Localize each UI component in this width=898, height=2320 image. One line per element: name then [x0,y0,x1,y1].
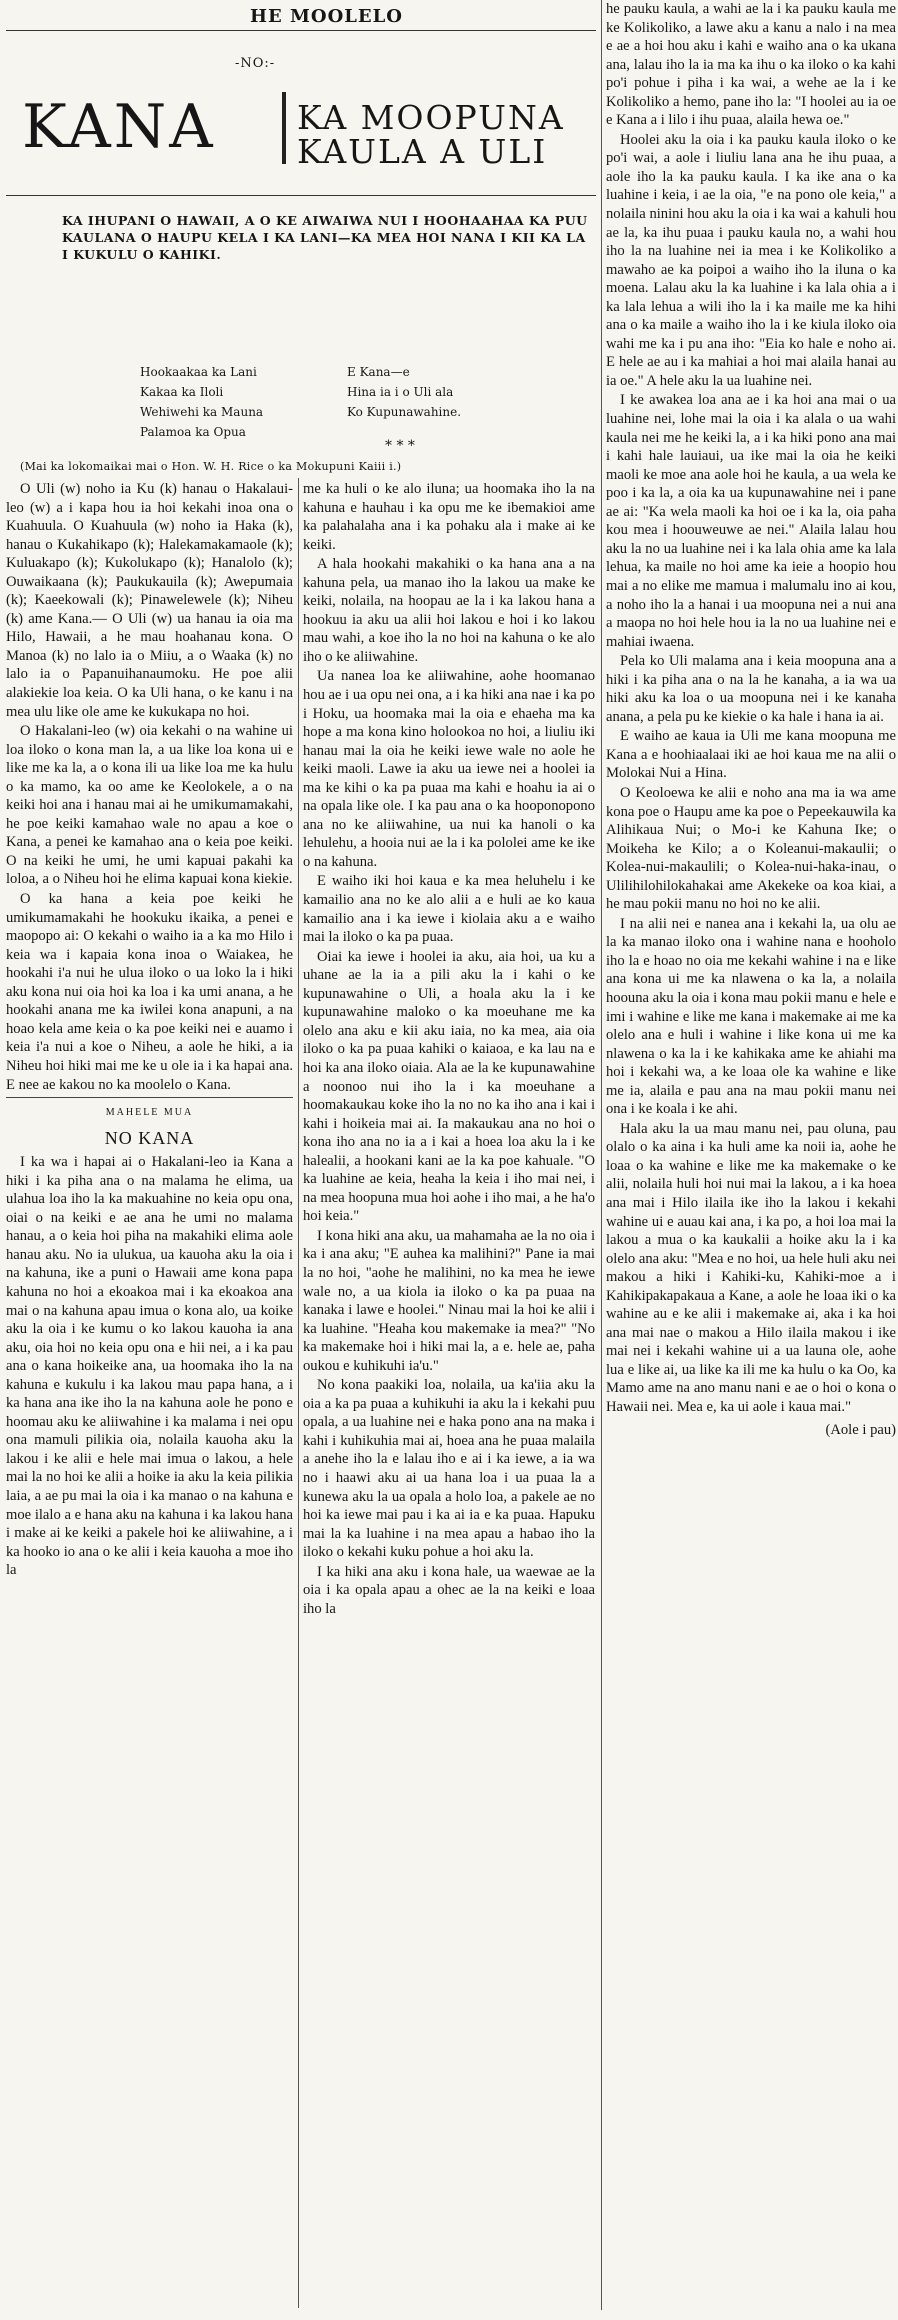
column-left [6,480,293,1581]
chant-right [347,362,461,422]
chant-line: Kakaa ka Iloli [140,385,224,399]
chant-line: Palamoa ka Opua [140,425,246,439]
chant-line: Hookaakaa ka Lani [140,365,257,379]
attribution-note: (Mai ka lokomaikai mai o Hon. W. H. Rice o ka Mokupuni Kaiii i.) [20,460,402,473]
paragraph: Pela ko Uli malama ana i keia moopuna ana a hiki i ka piha ana o na la he kanaha, a ia wa ua hiki aku ka loa o ua moopuna nei i ke kanaha anana, a pela pu ke kiekie o ka hale i hana ia ai. [606,653,896,725]
chant-left [140,362,263,442]
paragraph: O Keoloewa ke alii e noho ana ma ia wa ame kona poe o Haupu ame ka poe o Pepeekauwila ka Alihikaua Nui; o Mo-i ke Kahuna Ike; o Moikeha ke Kilo; a o Koleanui-makaulii; o Kolea-nui-makaulili; o Kolea-nui-haka-inau, o Ulilihilohilokahakai ame Akekeke oa koa kiai, a he mau pokii manu no hoi no ke alii. [606,784,896,913]
chant-line: Hina ia i o Uli ala [347,385,454,399]
paragraph: I ka hiki ana aku i kona hale, ua waewae ae la oia i ka opala apau a ohec ae la na keiki e loaa iho la [303,1563,595,1617]
paragraph: E waiho iki hoi kaua e ka mea heluhelu i ke kamailio ana no ke alo alii a e huli ae ko kaua kamailio ana i ka iewe i kiolaia aku a e waiho mai la iloko o ka pa puaa. [303,873,595,946]
column-middle [303,480,595,1619]
section-rule [6,1097,293,1098]
paragraph: E waiho ae kaua ia Uli me kana moopuna me Kana a e hoohiaalaai iki ae hoi kaua me na alii o Molokai Nui a Hina. [606,728,896,782]
paragraph: me ka huli o ke alo iluna; ua hoomaka iho la na kahuna e hauhau i ka opu me ke ibemakioi ame ka palahalaha ana i ka pohaku ala i make ai ke keiki. [303,481,595,553]
story-subtitle-line1: KA MOOPUNA [297,98,565,137]
chant-line: Wehiwehi ka Mauna [140,405,264,419]
paragraph: Oiai ka iewe i hoolei ia aku, aia hoi, ua ku a uhane ae la ia a pili aku la i kahi o ke kupunawahine o Uli, a hoala aku la i ke kupunawahine maloko o ka moeuhane me ka olelo ana aku e kii aku iaia, no ka mea, aia oia iloko o ka pa puaa kahiki o kaiaoa, e ka lau na e hoi ka ana iloko oiaia. Ala ae la ke kupunawahine a noonoo nui iho la i ka moeuhane a hoomakaukau koke iho la no no ka iho ana i kai i kahi i hoikeia mai ai. Ia makaukau ana no hoi o kona iho ana no ia a i kai a hoea loa aku la i ke halealii, a hookani kani ae la ka poe kahuale. "O ka luahine ae keia, heaha la keia i iho mai nei, i na mea hoopuna mua hoi aohe i iho mai, a he ha'o hoi keia." [303,948,595,1225]
paragraph: I ka wa i hapai ai o Hakalani-leo ia Kana a hiki i ka piha ana o na malama he elima, ua ulahua loa iho la ka makuahine no keia opu ona, oiai o na keiki e ae ana he umi no malama hanau, a o keia hoi piha na makahiki elima aole hanau aku. No ia ulukua, ua kauoha aku la oia i na kahuna, ike a puni o Hawaii ame kona papa kahuna no hoi a ekoakoa mai i ka ekoakoa ana mai o na kahuna apau imua o kona alo, ua koike aku la oia i ke kumu o ko lakou kauoha ia ana aku, oia hoi no keia opu ona e hii nei, a i ka pau ana o kana hoikeike ana, ua hoomaka iho la na kahuna e kukulu i ka lakou mau papa hana, a i ka hana ana ike iho la na kahuna aole he pono e hoomau aku ke aliiwahine i ka malama i nei opu ona mamuli pilikia oia, nolaila kauoha aku la lakou i ke alii e hele mai imua o lakou, a hele mai la no hoi ke alii a hoike ia aku la keia pilikia laia, a ae pu mai la oia i ka manao o na kahuna e moe ilalo a e hana aku na kahuna i ka lakou hana i make ai ke keiki a pakele hoi ke aliiwahine, a i ka hooko io ana o ke alii i keia kauoha a moe iho la [6,1154,293,1579]
column-right [606,0,896,1439]
paragraph: Hala aku la ua mau manu nei, pau oluna, pau olalo o ka aina i ka huli ame ka noii ia, aohe he loaa o ka wahine e like me ka makemake o ke alii, nolaila huli hoi nui mai la lakou, a i ka hoea ana mai i Hilo ilaila ike iho la lakou i kekahi wahine ui e auau kai ana, i ka po, a hoi loa mai la lakou a mua o ka kaukalii a hoike aku la i ka olelo ana aku: "Mea e no hoi, ua hele huli aku nei makou a hiki i Kahiki-ku, Kahiki-moe a i Kahikipakapakaua a Kane, a aole he loaa iki o ka wahine au e ke alii i makemake ai, aka i ka hoi ana mai nae o makou a Hilo ilaila makou i ike mai nei i kekahi wahine ui a ua launa ole, aohe lua e like ai, ua like ka ili me ka hulu o ka Oo, ka Mamo ame na ano manu nani e ae o hoi o kona o Hawaii nei. Mea e, ka ui aole i kaua mai." [606,1120,896,1416]
paragraph: he pauku kaula, a wahi ae la i ka pauku kaula me ke Kolikoliko, a lawe aku a kanu a nalo i na mea e ae a hoi hou aku i kahi e waiho ana o ka ukana ana, lalau iho la ia ma ka ihu o ka iloko o ka kahi po'i pohue i piha i ka wai, a wehe ae la i ke Kolikoliko a hemo, pane iho la: "I hoolei au ia oe e Kana a i lilo i ihu puaa, alaila hewa oe." [606,1,896,129]
paragraph: I kona hiki ana aku, ua mahamaha ae la no oia i ka i ana aku; "E auhea ka malihini?" Pane ia mai la no hoi, "aohe he malihini, no ka mea he iewe wale no, a ua kiola ia iloko o ka pa puaa na kanaka i lawe e hoolei." Ninau mai la hoi ke alii i ka luahine. "Heaha kou makemake ia mea?" "No ka makemake hoi i hiki mai la, a e. hele ae, paha oukou e kuhikuhi ia'u." [303,1227,595,1374]
paragraph: A hala hookahi makahiki o ka hana ana a na kahuna pela, ua manao iho la lakou ua make ke keiki, nolaila, na hoopau ae la i ka lakou hana a hookuu ia aku ua alii hoi lakou e hoi i ko lakou mau wahi, a koe iho la no hoi na kahuna o ke alo iho o ke aliiwahine. [303,556,595,665]
series-title: HE MOOLELO [250,6,403,27]
column-rule [298,478,299,2308]
title-divider [282,92,286,164]
header-rule-top [6,30,596,31]
story-subtitle-line2: KAULA A ULI [297,132,548,171]
asterism: * * * [385,438,415,454]
header-rule-bottom [6,195,596,196]
paragraph: O Hakalani-leo (w) oia kekahi o na wahine ui loa iloko o kona man la, a ua like loa kona ui e like me ka la, a o kona ili ua like loa me ka hulu o ka mamo, ka oo ame ke Keolokele, a o na keiki hoi ana i hanau mai ai he umikumamakahi, he poe keiki kamahao wale no apau a koe o Kana, a penei ke kamahao ana o keia poe keiki. O na keiki he umi, he umi kapuai pakahi ka loloa, a o Niheu hoi he elima kapuai kona kiekie. [6,723,293,888]
continued-note: (Aole i pau) [825,1421,896,1438]
paragraph: I na alii nei e nanea ana i kekahi la, ua olu ae la ka manao iloko ona i wahine nana e hooholo iho la e hoao no oia me kekahi wahine i na e like ana kona ui me ka nlawena o ka la, a nolaila hoouna aku la oia i kona mau pokii manu e hele e imi i wahine e like me kana i makemake ai me ka olelo ana e huli i wahine i like kona ui me ka nlawena o ka la i ke kahikaka ame ke ahiahi ma hoi i kekahi wa, a ke loaa ole ka wahine e like me ia, alaila e pau ana na mau pokii manu nei ona i ke koala i ke ahi. [606,915,896,1118]
chant-line: E Kana—e [347,365,410,379]
paragraph: No kona paakiki loa, nolaila, ua ka'iia aku la oia a ka pa puaa a kuhikuhi ia aku la i kekahi puu opala, a ua luahine nei e haka pono ana na maka i kahi i kuhikuhia mai ai, hoea ana he puaa malaila a anehe iho la e lalau iho e ai i ka iewe, a ia wa no i haawi aku ai ua hana loa i ua puaa la a kunewa aku la ua opala a holo loa, a pakele ae no hoi ka iewe mai pau i ka ai ia e ka puaa. Hapuku mai la ka luahine i na mea apau a habao iho la iloko o kekahi kuku pohue a hoi aku la. [303,1377,595,1561]
paragraph: Hoolei aku la oia i ka pauku kaula iloko o ke po'i wai, a aole i liuliu lana ana he ihu puaa, a aole iho la ka pauku kaula. I ka ike ana o ka luahine i keia, i ae la oia, "e na pono ole keia," a nolaila ninini hou aku la oia i ka wai a kahuli hou ae la, ka ihu puaa i pauku kaula no, a wahi hou iho la na luahine nei ia mea i ke Kolikoliko a mawaho ae ka poipoi a waiho iho la iluna o ka moena. Lalau aku la ka luahine i ka lala ohia a i ka lala lehua a wili iho la i ka maile me ka hihi ana o ka maile a waiho iho la i ke kiula iloko oia wahi me ka i pu ana iho: "Eia ko hale e noho ai. E hele ae au i ka mahiai a hoi mai alaila hanai au ia oe." A hele aku la ua luahine nei. [606,131,896,389]
paragraph: O ka hana a keia poe keiki he umikumamakahi he hookuku ikaika, a penei e maopopo ai: O kekahi o waiho ia a ka mo Hilo i keia wa i kapaia kona inoa o Waiakea, he hookahi i'a nui he ulua iloko o ua loko la i hiki aku kona nui oia hoi ka loa i ka umi anana, a he hookahi anana me ka iwilei kona anapuni, a na hoao kela ame keia o ka poe keiki nei e auamo i keia i'a nui a koe o Niheu, a aole he hiki, a ia Niheu hoi hiki mai me ke u ole ia i ka hapai ana. E nee ae kakou no ka moolelo o Kana. [6,891,293,1093]
paragraph: O Uli (w) noho ia Ku (k) hanau o Hakalaui-leo (w) a i kapa hou ia hoi kekahi inoa ona o Kuahuula. O Kuahuula (w) noho ia Haka (k), hanau o Kukahikapo (k); Halekamakamaole (k); Kuluakapo (k); Kukolukapo (k); Hanalolo (k); Ouwaikaana (k); Paukukauila (k); Awepumaia (k); Kaeekowali (k); Pinawelewele (k); Niheu (k) ame Kana.— O Uli (w) ua hanau ia oia ma Hilo, Hawaii, a he mau hoahanau kona. O Manoa (k) no lalo ia o Miiu, a o Waaka (k) no lalo ia o Papanuihanaumoku. He poe alii alakiekie loa keia. O ka Uli hana, o ke kanu i na mea ulu like ole ame ke kukukapa no hoi. [6,481,293,720]
paragraph: Ua nanea loa ke aliiwahine, aohe hoomanao hou ae i ua opu nei ona, a i ka hiki ana nae i ka po i Hoku, ua hoomaka mai la oia e ehaeha ma ka hope a ma kona kino holookoa no hoi, a liuliu iki hanau mai la oia he keiki iewe wale no aole he keiki maoli. Lawe ia aku ua iewe nei a hoolei ia ma ke kihi o ka pa puaa ma kahi e hoahu ia ai o na opala like ole. I ka pau ana o ka hooponopono ana no ke aliiwahine, ua nui ka hanoli o ka lehulehu, a hooia nui ae la i ka pololei ame ke ike o na kahuna. [303,668,595,870]
story-title: KANA [22,92,216,162]
section-heading: NO KANA [104,1127,195,1148]
column-rule [601,0,602,2310]
section-label: MAHELE MUA [105,1107,194,1119]
chant-line: Ko Kupunawahine. [347,405,462,419]
story-description: KA IHUPANI O HAWAII, A O KE AIWAIWA NUI I HOOHAAHAA KA PUU KAULANA O HAUPU KELA I KA LANI—KA MEA HOI NANA I KII KA LA I KUKULU O KAHIKI. [62,213,588,262]
paragraph: I ke awakea loa ana ae i ka hoi ana mai o ua luahine nei, lohe mai la oia i ka alala o ua wahi kaula nei me he keiki la, a i ka hiki pono ana mai i kahi hale lauiaui, ua ike mai la oia he keiki maoli ke moe ana aole hoi he kaula, a ua wela ke poo i ka la, a oia ka ua kupunawahine nei i pane ae ai: "Ka wela maoli ka hoi oe i ka la, oia paha kou mea i hoouweuwe ae nei." Alaila lalau hou aku la no ua luahine nei i ka lala ohia ame ka lala lehua, ka maile no hoi ame ka ieie a hoopio hou mai a no elike me mamua i malumalu ino ai kou, a noho iho la a hanai i ua moopuna nei a nui ana a maopa no hoi hele hou ia la no ua luahine nei e mahiai iwaena. [606,392,896,650]
issue-number-label: -NO:- [235,56,276,71]
